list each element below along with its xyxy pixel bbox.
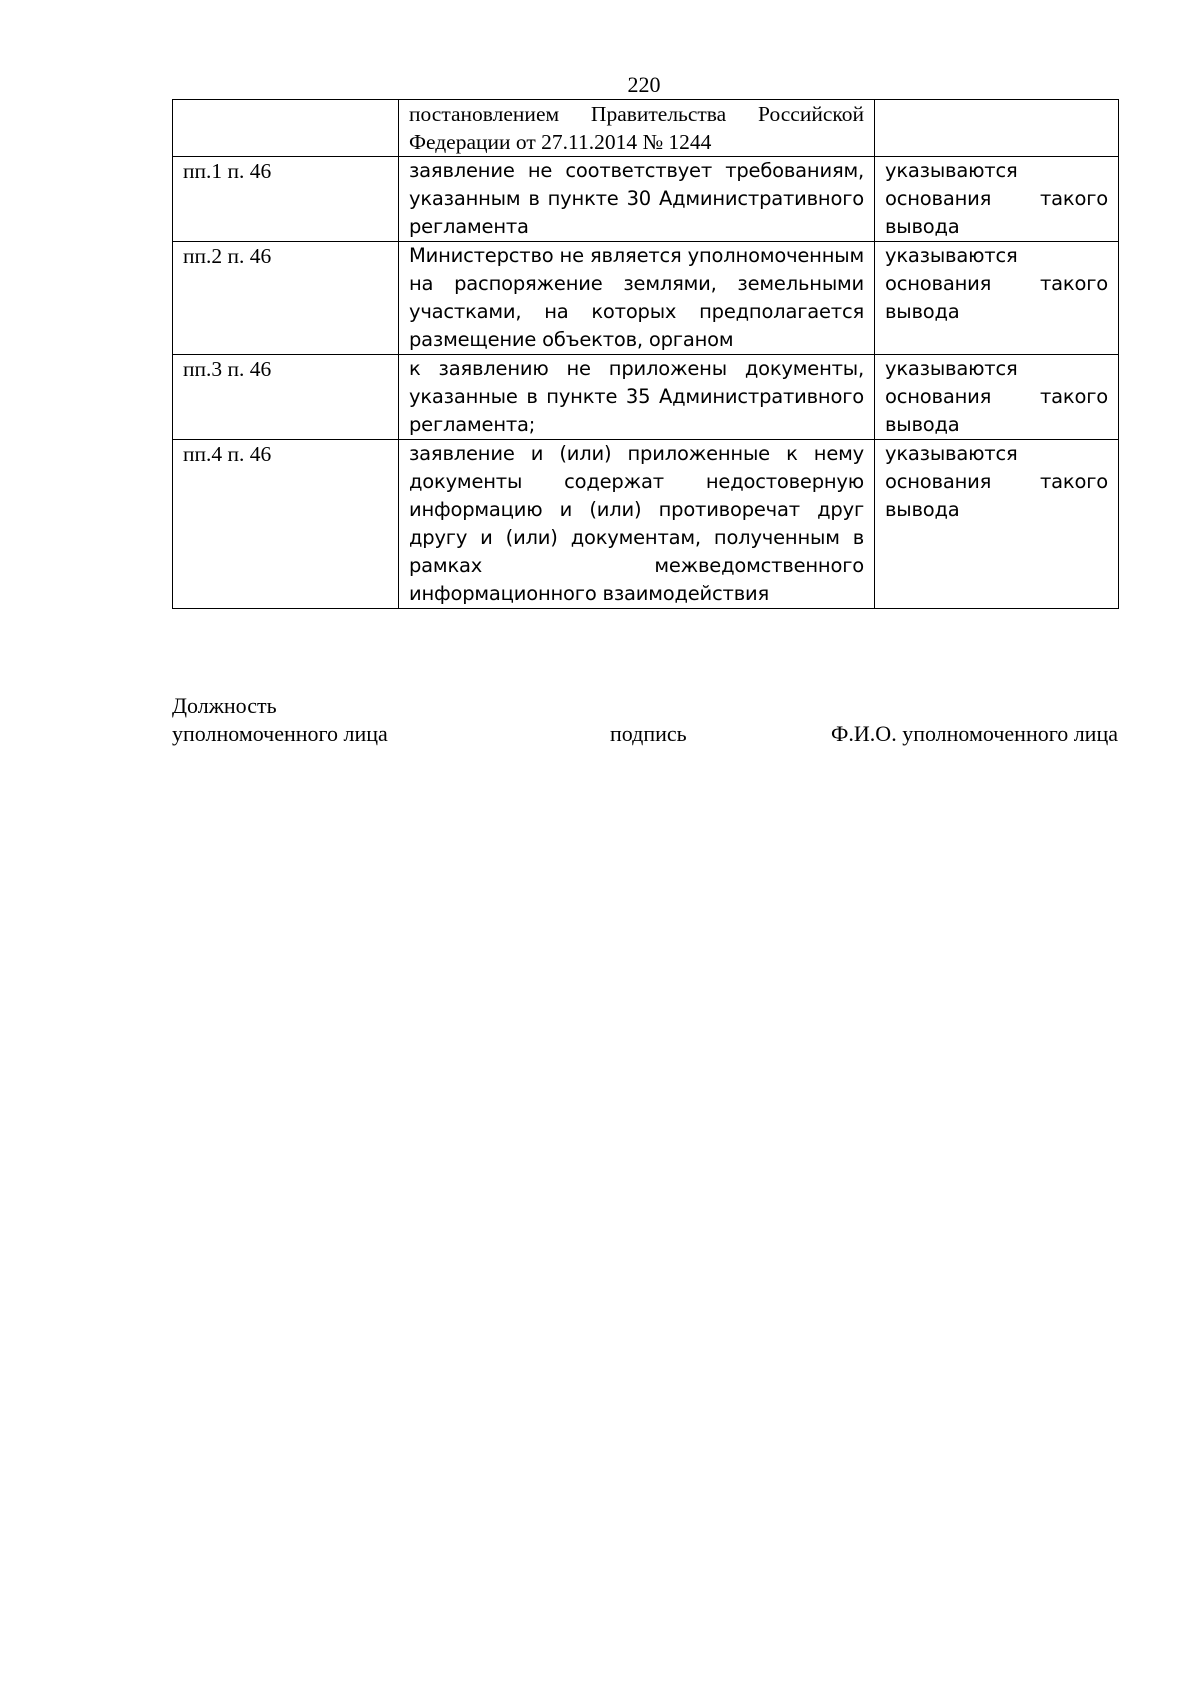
signature-block bbox=[172, 692, 1118, 748]
action-cell bbox=[875, 100, 1119, 157]
action-cell: указываются основания такого вывода bbox=[875, 242, 1119, 355]
position-label-line1: Должность bbox=[172, 693, 277, 718]
table-row bbox=[173, 355, 1119, 440]
refusal-grounds-table bbox=[172, 99, 1119, 609]
action-cell: указываются основания такого вывода bbox=[875, 157, 1119, 242]
reason-cell: Министерство не является уполномоченным на распоряжение землями, земельными участками, на которых предполагается размещение объектов, органом bbox=[399, 242, 875, 355]
ref-cell: пп.3 п. 46 bbox=[173, 355, 399, 440]
reason-cell: заявление и (или) приложенные к нему документы содержат недостоверную информацию и (или) противоречат друг другу и (или) документам, полученным в рамках межведомственного информационного взаимодействия bbox=[399, 440, 875, 609]
table-row bbox=[173, 100, 1119, 157]
position-label-line2: уполномоченного лица bbox=[172, 721, 388, 746]
page-number: 220 bbox=[627, 72, 661, 97]
signature-label: подпись bbox=[610, 721, 687, 746]
reason-cell: заявление не соответствует требованиям, указанным в пункте 30 Административного регламента bbox=[399, 157, 875, 242]
ref-cell: пп.2 п. 46 bbox=[173, 242, 399, 355]
ref-cell: пп.1 п. 46 bbox=[173, 157, 399, 242]
table-row bbox=[173, 440, 1119, 609]
ref-cell bbox=[173, 100, 399, 157]
reason-cell: к заявлению не приложены документы, указанные в пункте 35 Административного регламента; bbox=[399, 355, 875, 440]
table-row bbox=[173, 242, 1119, 355]
table-row bbox=[173, 157, 1119, 242]
ref-cell: пп.4 п. 46 bbox=[173, 440, 399, 609]
action-cell: указываются основания такого вывода bbox=[875, 440, 1119, 609]
reason-cell: постановлением Правительства Российской Федерации от 27.11.2014 № 1244 bbox=[399, 100, 875, 157]
full-name-label: Ф.И.О. уполномоченного лица bbox=[831, 721, 1118, 746]
action-cell: указываются основания такого вывода bbox=[875, 355, 1119, 440]
